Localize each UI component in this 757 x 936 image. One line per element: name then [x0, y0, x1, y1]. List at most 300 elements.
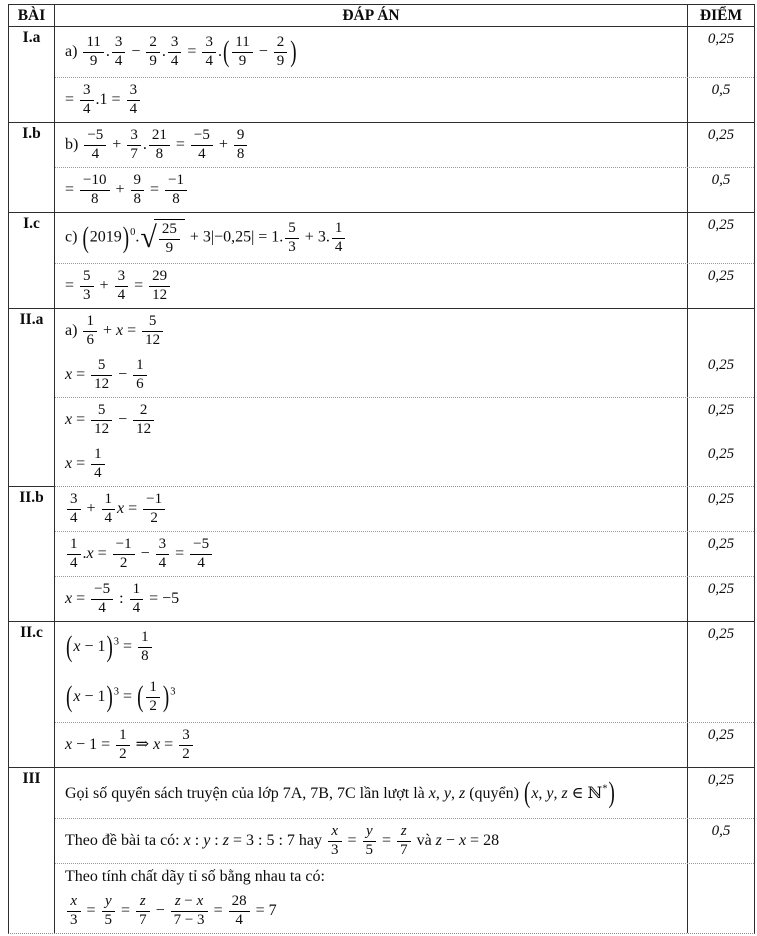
fraction [285, 221, 299, 256]
numerator: 1 [138, 630, 152, 648]
formula-content: a) $\frac{1}{6}$ + x = $\frac{5}{12}$ [65, 314, 165, 349]
fraction [131, 173, 145, 208]
answer-line [55, 264, 754, 308]
fraction [67, 894, 81, 929]
denominator: 3 [83, 286, 91, 303]
answer-line [55, 398, 754, 442]
right-paren: ) [290, 35, 297, 69]
formula [55, 442, 688, 486]
numerator: 1 [83, 314, 97, 332]
section-label: II.a [9, 308, 55, 486]
score-cell: 0,25 [707, 31, 735, 47]
formula [55, 353, 688, 397]
score-cell: 0,25 [707, 626, 735, 642]
fraction [363, 824, 377, 859]
math-variable: y [104, 892, 112, 909]
score-cell: 0,25 [707, 357, 735, 373]
formula-content: $(x - 1)^3$ = ( $\frac{1}{2}$ )$^3$ [66, 678, 176, 714]
math-variable: x [65, 589, 73, 607]
formula-content: $\frac{x}{3}$ = $\frac{y}{5}$ = $\frac{z}{7}$ − $\frac{z - x}{7 - 3}$ = $\frac{28}{4}$ = 7 [65, 894, 277, 929]
answer-line [55, 889, 754, 933]
numerator: −5 [190, 537, 212, 555]
section-label: I.b [9, 122, 55, 212]
math-variable: x [70, 892, 78, 909]
score-cell: 0,25 [707, 446, 735, 462]
answer-line [55, 723, 754, 767]
numerator: 1 [91, 447, 105, 465]
denominator: 4 [114, 52, 123, 69]
formula [55, 168, 688, 212]
numerator: 2 [274, 35, 288, 53]
math-variable: z [458, 784, 466, 802]
numerator: 2 [146, 35, 160, 53]
score-cell: 0,25 [707, 536, 735, 552]
math-variable: x [196, 892, 204, 909]
formula [55, 309, 688, 353]
left-paren: ( [137, 680, 144, 714]
answer-subrow [55, 27, 754, 77]
square-root [140, 219, 184, 257]
math-variable: x [183, 831, 191, 849]
radicand [154, 219, 185, 257]
fraction [397, 824, 411, 859]
numerator: 21 [149, 128, 170, 146]
numerator: 3 [112, 35, 126, 53]
formula [55, 768, 688, 818]
answer-line [55, 213, 754, 263]
denominator: 7 [400, 841, 408, 858]
answer-line [55, 309, 754, 353]
formula-content: x = $\frac{5}{12}$ − $\frac{1}{6}$ [65, 358, 149, 393]
denominator: 4 [83, 100, 91, 117]
formula-content: = $\frac{3}{4}$ .1 = $\frac{3}{4}$ [65, 83, 142, 118]
answer-line [55, 27, 754, 77]
formula [55, 213, 688, 263]
numerator [397, 824, 411, 842]
numerator: −5 [84, 128, 106, 146]
section-rows [55, 308, 754, 486]
answer-subrow [55, 818, 754, 863]
fraction [116, 728, 130, 763]
formula-content: $\frac{1}{4}$ .x = $\frac{-1}{2}$ − $\frac{3}{4}$ = $\frac{-5}{4}$ [65, 537, 214, 572]
formula-content: x − 1 = $\frac{1}{2}$ ⇒ x = $\frac{3}{2}$ [65, 728, 195, 763]
fraction [138, 630, 152, 665]
denominator: 12 [136, 420, 152, 437]
numerator: 5 [80, 269, 94, 287]
math-variable: z [139, 892, 146, 909]
answer-subrow [55, 531, 754, 576]
fraction [80, 173, 109, 208]
fraction [142, 314, 163, 349]
superscript: 3 [113, 636, 120, 648]
answer-line [55, 672, 754, 722]
table-row-section [9, 621, 754, 767]
numerator [328, 824, 342, 842]
denominator: 9 [89, 52, 98, 69]
formula-content: Theo đề bài ta có: x : y : z = 3 : 5 : 7 hay $\frac{x}{3}$ = $\frac{y}{5}$ = $\frac{z}{7}$ và z − x = 28 [65, 822, 500, 858]
numerator: 3 [127, 83, 141, 101]
numerator: 3 [179, 728, 193, 746]
fraction [171, 894, 208, 929]
numerator: 1 [102, 492, 116, 510]
numerator: −1 [113, 537, 135, 555]
denominator: 4 [94, 464, 102, 481]
numerator: −5 [191, 128, 213, 146]
formula-content: = $\frac{5}{3}$ + $\frac{3}{4}$ = $\frac{29}{12}$ [65, 269, 172, 304]
numerator: 3 [67, 492, 81, 510]
fraction [229, 894, 250, 929]
answer-line [55, 487, 754, 531]
score-cell: 0,25 [707, 127, 735, 143]
formula-content: Gọi số quyển sách truyện của lớp 7A, 7B, 7C lần lượt là x, y, z (quyển) (x, y, z ∈ ℕ*) [65, 777, 615, 811]
fraction [156, 537, 170, 572]
math-variable: x [65, 735, 73, 753]
left-paren: ( [66, 630, 73, 664]
fraction [80, 269, 94, 304]
score-cell [688, 309, 754, 353]
answer-line [55, 123, 754, 167]
denominator: 12 [152, 286, 168, 303]
numerator: 25 [159, 222, 180, 240]
answer-subrow [55, 167, 754, 212]
answer-line [55, 768, 754, 818]
denominator: 2 [149, 697, 157, 714]
right-paren: ) [162, 680, 170, 714]
fraction [191, 128, 213, 163]
denominator: 4 [98, 599, 106, 616]
fraction [113, 537, 135, 572]
score-cell: 0,5 [711, 172, 731, 188]
left-paren: ( [523, 777, 531, 811]
fraction [133, 358, 147, 393]
denominator: 4 [205, 52, 213, 69]
math-variable: x [531, 784, 539, 802]
section-rows [55, 122, 754, 212]
formula [55, 864, 688, 889]
fraction [149, 269, 170, 304]
fraction [232, 35, 252, 70]
numerator: 9 [131, 173, 145, 191]
fraction [91, 403, 112, 438]
denominator: 6 [86, 331, 94, 348]
denominator: 4 [117, 286, 126, 303]
math-variable: x [331, 822, 339, 839]
answer-subrow [55, 397, 754, 486]
math-variable: z [222, 831, 229, 849]
answer-subrow [55, 722, 754, 767]
answer-subrow [55, 768, 754, 818]
formula-content: $(x - 1)^3$ = $\frac{1}{8}$ [65, 630, 154, 665]
numerator: 1 [67, 537, 81, 555]
superscript: 3 [113, 686, 120, 698]
left-paren: ( [66, 680, 73, 714]
formula [55, 819, 688, 863]
score-cell [688, 672, 754, 722]
column-header-dap-an: ĐÁP ÁN [55, 5, 688, 26]
formula [55, 889, 688, 933]
fraction [143, 492, 165, 527]
left-paren: ( [222, 35, 230, 69]
superscript: * [602, 783, 608, 795]
fraction [127, 83, 141, 118]
answer-line [55, 442, 754, 486]
fraction [146, 680, 160, 715]
math-variable: y [365, 822, 373, 839]
table-row-section [9, 122, 754, 212]
fraction [112, 35, 126, 70]
denominator: 4 [132, 599, 141, 616]
denominator: 5 [365, 841, 374, 858]
denominator: 8 [133, 190, 142, 207]
score-cell: 0,25 [707, 581, 735, 597]
denominator: 12 [145, 331, 161, 348]
fraction [149, 128, 170, 163]
fraction [102, 894, 116, 929]
numerator: 1 [332, 221, 346, 239]
answer-line [55, 353, 754, 397]
math-variable: x [73, 637, 81, 655]
formula [55, 123, 688, 167]
formula [55, 622, 688, 672]
math-variable: z [435, 831, 442, 849]
answer-subrow [55, 622, 754, 722]
denominator: 7 − 3 [173, 911, 205, 928]
table-header-row [9, 5, 754, 26]
answer-subrow [55, 309, 754, 397]
math-variable: y [203, 831, 211, 849]
numerator: 9 [234, 128, 248, 146]
fraction [67, 537, 81, 572]
denominator: 3 [288, 238, 296, 255]
denominator: 9 [165, 240, 174, 256]
table-row-section [9, 486, 754, 621]
score-cell [688, 864, 754, 889]
denominator: 4 [70, 554, 78, 571]
fraction [127, 128, 141, 163]
denominator: 9 [149, 52, 157, 69]
numerator: −5 [91, 582, 113, 600]
fraction [91, 358, 112, 393]
numerator: 11 [232, 35, 252, 53]
superscript: 3 [170, 686, 176, 698]
fraction [274, 35, 288, 70]
formula [55, 78, 688, 122]
column-header-bai: BÀI [9, 5, 55, 26]
math-variable: x [65, 365, 73, 383]
denominator: 2 [150, 509, 158, 526]
right-paren: ) [122, 221, 130, 255]
formula-content: a) $\frac{11}{9}$ . $\frac{3}{4}$ − $\frac{2}{9}$ . $\frac{3}{4}$ = $\frac{3}{4}$ .( $\frac{11}{9}$ − $\frac{2}{9}$ ) [65, 33, 297, 69]
fraction [84, 128, 106, 163]
numerator: 3 [127, 128, 141, 146]
formula [55, 27, 688, 77]
right-paren: ) [106, 630, 113, 664]
fraction [165, 173, 187, 208]
denominator: 8 [91, 190, 99, 207]
formula-content: Theo tính chất dãy tỉ số bằng nhau ta có: [65, 867, 325, 885]
denominator: 4 [70, 509, 78, 526]
answer-line [55, 78, 754, 122]
numerator: 5 [142, 314, 163, 332]
numerator [363, 824, 377, 842]
numerator: 3 [156, 537, 170, 555]
denominator: 8 [141, 647, 149, 664]
formula [55, 532, 688, 576]
answer-key-table [8, 4, 755, 934]
numerator: 3 [80, 83, 94, 101]
numerator [67, 894, 81, 912]
formula-content: x = $\frac{-5}{4}$ : $\frac{1}{4}$ = −5 [65, 580, 180, 616]
numerator: 29 [149, 269, 170, 287]
section-label: I.a [9, 26, 55, 122]
numerator [136, 894, 150, 912]
denominator: 8 [155, 145, 164, 162]
denominator: 9 [238, 52, 247, 69]
math-variable: x [73, 687, 81, 705]
numerator: 3 [168, 35, 182, 53]
formula-content: $\frac{3}{4}$ + $\frac{1}{4}$ x = $\frac{-1}{2}$ [65, 492, 167, 527]
numerator: 2 [133, 403, 154, 421]
denominator: 4 [197, 554, 205, 571]
numerator: 3 [202, 35, 216, 53]
numerator: 5 [91, 403, 112, 421]
denominator: 4 [198, 145, 206, 162]
superscript: 0 [130, 227, 136, 239]
right-paren: ) [106, 680, 113, 714]
answer-line [55, 532, 754, 576]
numerator: z − x [171, 894, 208, 912]
table-row-section [9, 26, 754, 122]
answer-line [55, 864, 754, 889]
answer-subrow [55, 576, 754, 621]
table-row-section [9, 212, 754, 308]
answer-line [55, 168, 754, 212]
math-variable: x [86, 544, 94, 562]
denominator: 4 [235, 911, 243, 928]
math-variable: z [400, 822, 407, 839]
answer-subrow [55, 123, 754, 167]
formula [55, 487, 688, 531]
answer-subrow [55, 863, 754, 933]
denominator: 12 [94, 420, 110, 437]
numerator: 1 [116, 728, 130, 746]
fraction [67, 492, 81, 527]
right-paren: ) [608, 777, 615, 811]
denominator: 6 [136, 375, 144, 392]
formula-content: = $\frac{-10}{8}$ + $\frac{9}{8}$ = $\frac{-1}{8}$ [65, 173, 189, 208]
denominator: 3 [331, 841, 339, 858]
fraction [202, 35, 216, 70]
numerator: 11 [83, 35, 103, 53]
score-cell: 0,25 [707, 491, 735, 507]
math-variable: x [65, 454, 73, 472]
formula [55, 577, 688, 621]
formula-content: x = $\frac{1}{4}$ [65, 447, 107, 482]
math-variable: x [428, 784, 436, 802]
answer-subrow [55, 487, 754, 531]
denominator: 4 [158, 554, 167, 571]
answer-subrow [55, 213, 754, 263]
math-variable: x [115, 321, 124, 339]
fraction [133, 403, 154, 438]
fraction [332, 221, 346, 256]
formula-content: x = $\frac{5}{12}$ − $\frac{2}{12}$ [65, 403, 156, 438]
math-variable: x [117, 499, 125, 517]
denominator: 4 [334, 238, 343, 255]
score-cell: 0,25 [707, 402, 735, 418]
fraction [91, 582, 113, 617]
numerator: 28 [229, 894, 250, 912]
fraction [80, 83, 94, 118]
formula-content: c) $(2019)^0$. √ $\frac{25}{9}$ + 3|−0,25| = 1. $\frac{5}{3}$ + 3. $\frac{1}{4}$ [65, 219, 347, 257]
left-paren: ( [82, 221, 89, 255]
section-rows [55, 621, 754, 767]
answer-subrow [55, 263, 754, 308]
answer-line [55, 819, 754, 863]
denominator: 7 [139, 911, 147, 928]
numerator: 1 [130, 582, 144, 600]
score-cell: 0,5 [711, 82, 731, 98]
fraction [102, 492, 116, 527]
numerator: 5 [285, 221, 299, 239]
section-rows [55, 486, 754, 621]
math-variable: z [561, 784, 568, 802]
fraction [328, 824, 342, 859]
denominator: 3 [70, 911, 78, 928]
score-cell [688, 889, 754, 933]
formula [55, 264, 688, 308]
fraction [83, 314, 97, 349]
section-label: II.c [9, 621, 55, 767]
denominator: 2 [119, 745, 127, 762]
section-rows [55, 26, 754, 122]
fraction [179, 728, 193, 763]
numerator [102, 894, 116, 912]
score-cell: 0,25 [707, 772, 735, 788]
numerator: 1 [146, 680, 160, 698]
fraction [168, 35, 182, 70]
score-cell: 0,25 [707, 217, 735, 233]
numerator: 3 [115, 269, 129, 287]
math-variable: y [546, 784, 554, 802]
section-label: II.b [9, 486, 55, 621]
denominator: 8 [172, 190, 180, 207]
numerator: −10 [80, 173, 109, 191]
numerator: −1 [143, 492, 165, 510]
denominator: 4 [104, 509, 113, 526]
fraction [83, 35, 103, 70]
math-variable: x [65, 410, 73, 428]
numerator: −1 [165, 173, 187, 191]
fraction [91, 447, 105, 482]
score-cell: 0,5 [711, 823, 731, 839]
numerator: 1 [133, 358, 147, 376]
denominator: 4 [129, 100, 138, 117]
denominator: 4 [91, 145, 100, 162]
fraction [136, 894, 150, 929]
section-label: III [9, 767, 55, 933]
fraction [159, 222, 180, 257]
score-cell: 0,25 [707, 727, 735, 743]
formula [55, 672, 688, 722]
answer-line [55, 622, 754, 672]
radical-sign: √ [140, 221, 157, 255]
formula [55, 723, 688, 767]
table-row-section [9, 767, 754, 933]
section-rows [55, 212, 754, 308]
fraction [115, 269, 129, 304]
answer-subrow [55, 77, 754, 122]
